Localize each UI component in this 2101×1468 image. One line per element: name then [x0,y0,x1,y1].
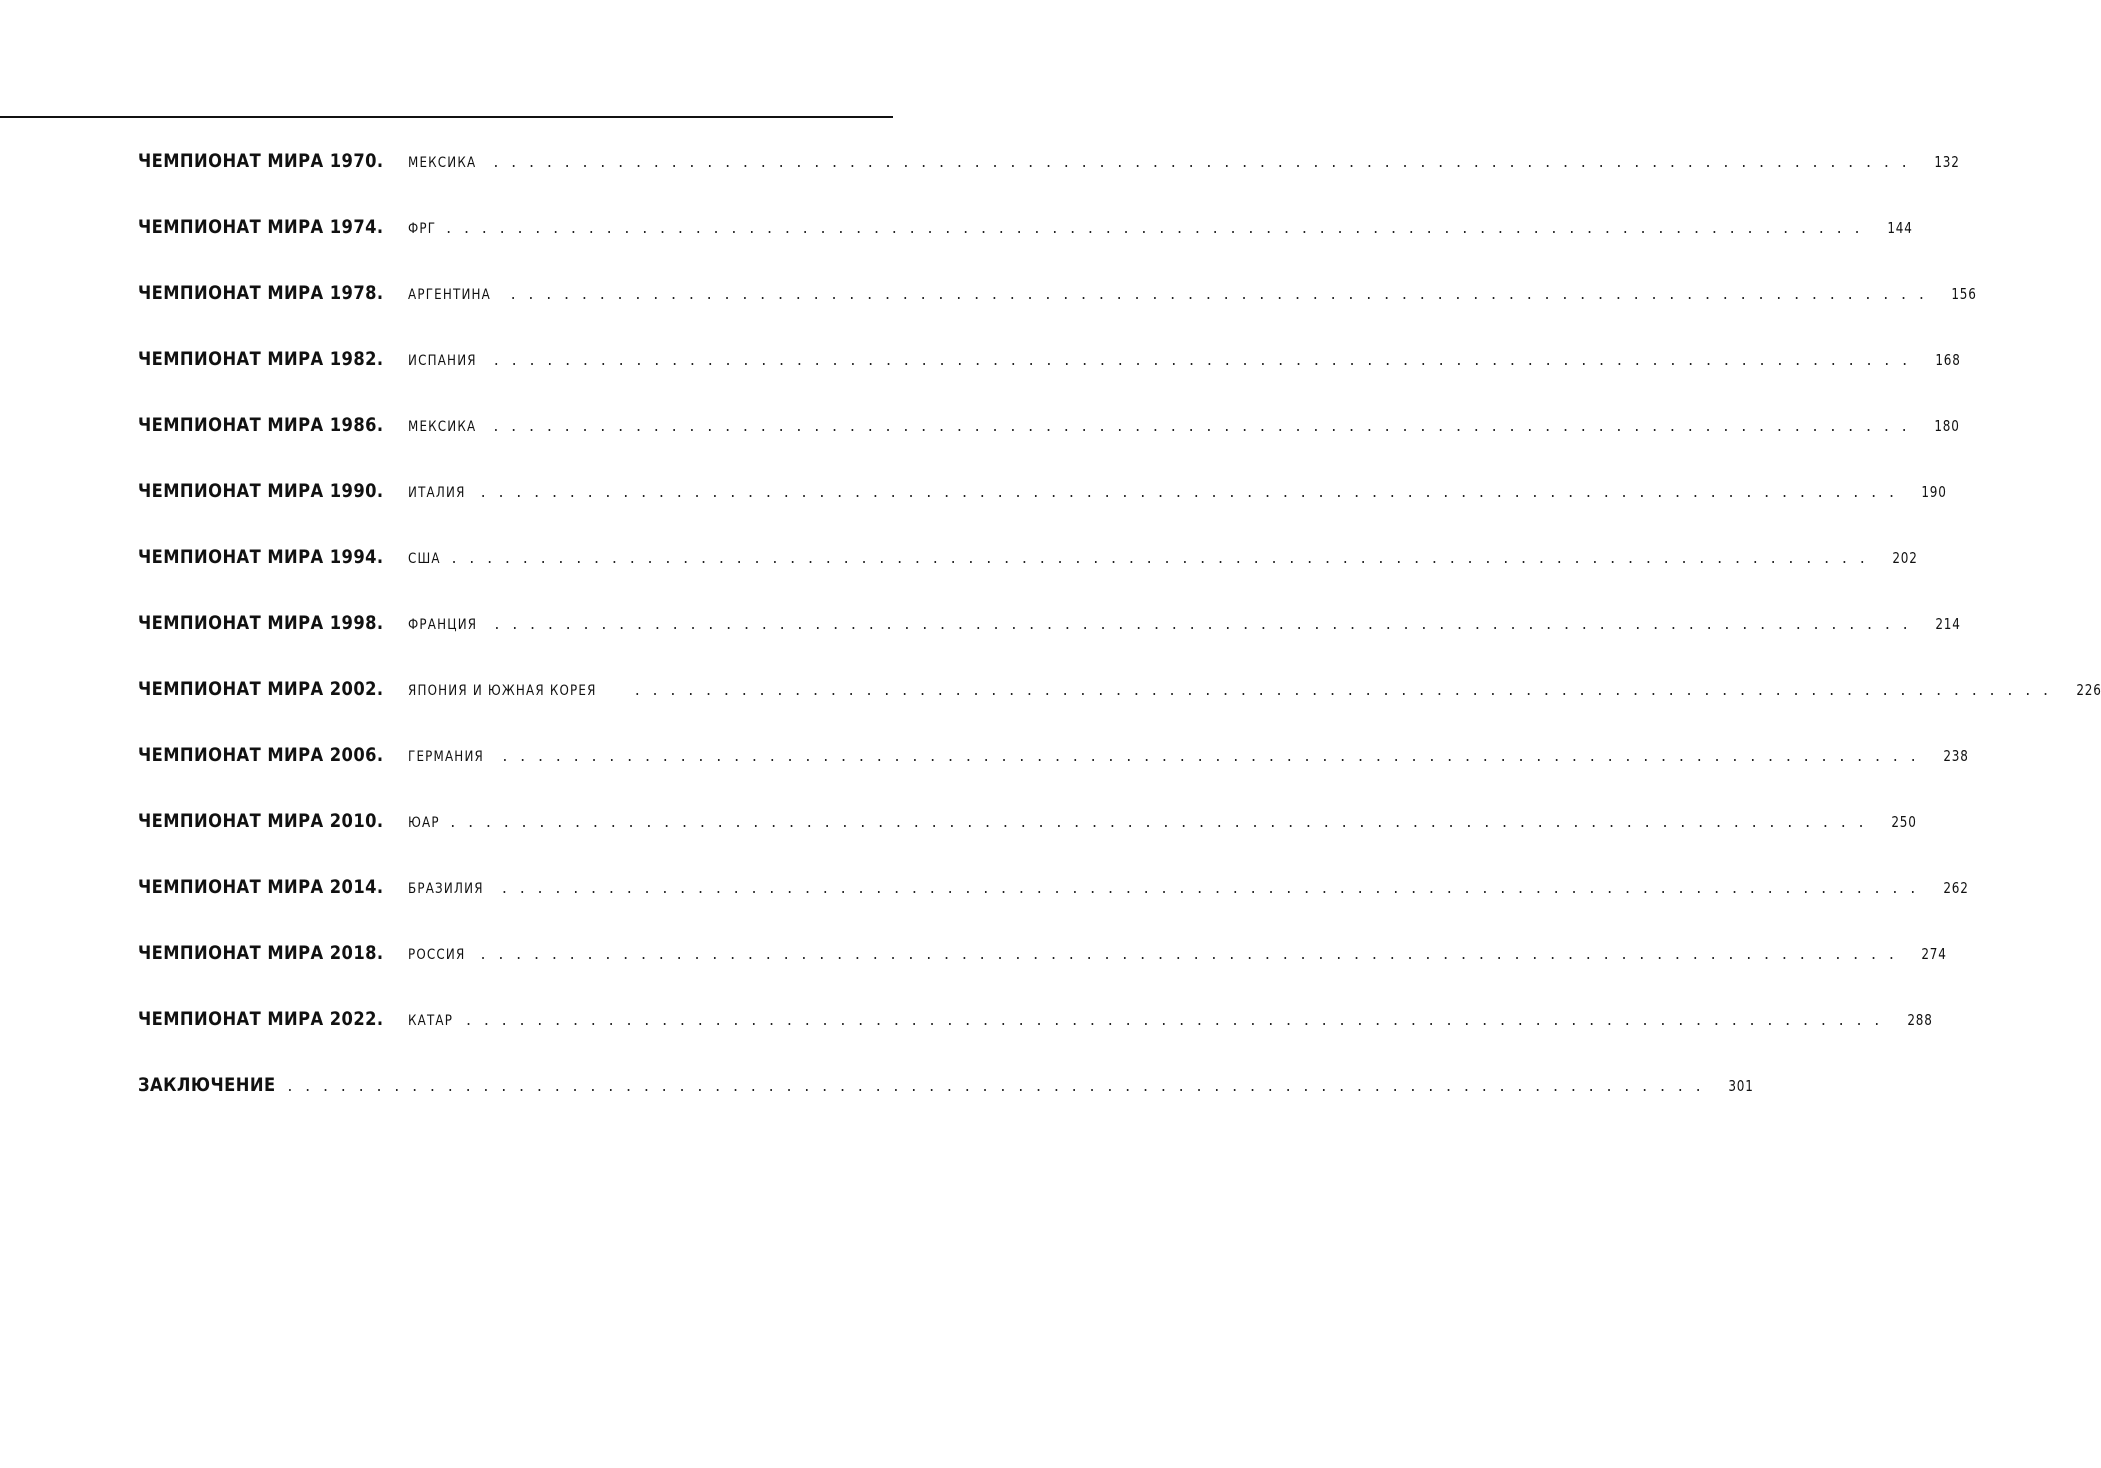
table-of-contents [138,150,2101,1140]
toc-entry-page: 190 [1921,483,1948,501]
toc-entry-title: ЧЕМПИОНАТ МИРА 1982. [138,348,384,370]
dot-leader: ................................................................................ [450,552,1877,567]
dot-leader: ................................................................................ [509,288,1936,303]
toc-entry-subtitle: США [407,551,441,567]
toc-entry-subtitle: КАТАР [407,1013,453,1029]
dot-leader: ................................................................................ [491,420,1919,435]
toc-entry-page: 156 [1951,285,1977,303]
toc-entry-page: 226 [2075,681,2101,699]
toc-entry-page: 301 [1728,1077,1754,1095]
dot-leader: ................................................................................ [448,816,1876,831]
toc-entry-subtitle: БРАЗИЛИЯ [407,881,484,897]
toc-entry-subtitle: ИТАЛИЯ [407,485,466,501]
dot-leader: ................................................................................ [464,1014,1891,1029]
toc-entry-page: 168 [1934,351,1961,369]
toc-entry-subtitle: МЕКСИКА [407,155,476,171]
toc-entry-title: ЧЕМПИОНАТ МИРА 1978. [138,282,384,304]
toc-entry-subtitle: РОССИЯ [407,947,466,963]
toc-entry-subtitle: МЕКСИКА [407,419,476,435]
toc-entry-title: ЧЕМПИОНАТ МИРА 2022. [138,1008,384,1030]
toc-entry-1982[interactable] [138,348,1961,414]
dot-leader: ................................................................................ [479,948,1906,963]
toc-entry-subtitle: ИСПАНИЯ [407,353,477,369]
toc-entry-page: 262 [1943,879,1969,897]
toc-entry-title: ЧЕМПИОНАТ МИРА 2014. [138,876,384,898]
toc-entry-title: ЧЕМПИОНАТ МИРА 2018. [138,942,384,964]
toc-entry-1974[interactable] [138,216,1913,282]
toc-entry-1978[interactable] [138,282,1977,348]
toc-entry-title: ЧЕМПИОНАТ МИРА 2010. [138,810,384,832]
dot-leader: ................................................................................ [500,750,1928,765]
toc-entry-title: ЧЕМПИОНАТ МИРА 2006. [138,744,384,766]
toc-entry-1990[interactable] [138,480,1948,546]
toc-entry-subtitle: АРГЕНТИНА [407,287,491,303]
dot-leader: ................................................................................ [500,882,1927,897]
toc-entry-page: 202 [1892,549,1918,567]
toc-entry-title: ЧЕМПИОНАТ МИРА 1970. [138,150,384,172]
toc-entry-2006[interactable] [138,744,1969,810]
top-rule [0,116,893,118]
toc-entry-subtitle: ЮАР [407,815,440,831]
toc-entry-title: ЧЕМПИОНАТ МИРА 1994. [138,546,384,568]
toc-entry-page: 132 [1934,153,1960,171]
toc-entry-subtitle: ФРАНЦИЯ [407,617,477,633]
toc-entry-2002[interactable] [138,678,2101,744]
toc-entry-1998[interactable] [138,612,1961,678]
toc-entry-page: 238 [1943,747,1969,765]
dot-leader: ................................................................................ [493,618,1920,633]
toc-entry-2010[interactable] [138,810,1917,876]
dot-leader: ................................................................................ [285,1080,1713,1095]
toc-entry-2014[interactable] [138,876,1969,942]
toc-entry-2018[interactable] [138,942,1947,1008]
toc-entry-page: 288 [1907,1011,1933,1029]
toc-entry-subtitle: ФРГ [407,221,436,237]
toc-entry-title: ЧЕМПИОНАТ МИРА 1998. [138,612,384,634]
toc-entry-1986[interactable] [138,414,1960,480]
toc-entry-title: ЧЕМПИОНАТ МИРА 2002. [138,678,384,700]
toc-entry-page: 274 [1921,945,1947,963]
dot-leader: ................................................................................ [479,486,1906,501]
toc-entry-page: 214 [1935,615,1961,633]
toc-entry-subtitle: ГЕРМАНИЯ [407,749,484,765]
toc-entry-page: 250 [1891,813,1917,831]
dot-leader: ................................................................................ [491,156,1919,171]
toc-entry-1994[interactable] [138,546,1918,612]
toc-entry-title: ЧЕМПИОНАТ МИРА 1990. [138,480,384,502]
toc-entry-page: 144 [1887,219,1913,237]
toc-entry-title: ЗАКЛЮЧЕНИЕ [138,1074,276,1096]
toc-entry-page: 180 [1934,417,1960,435]
dot-leader: ................................................................................ [492,354,1919,369]
toc-entry-2022[interactable] [138,1008,1933,1074]
toc-entry-subtitle: ЯПОНИЯ И ЮЖНАЯ КОРЕЯ [407,683,597,699]
toc-entry-title: ЧЕМПИОНАТ МИРА 1986. [138,414,384,436]
toc-entry-title: ЧЕМПИОНАТ МИРА 1974. [138,216,384,238]
toc-entry-1970[interactable] [138,150,1960,216]
dot-leader: ................................................................................ [633,684,2060,699]
toc-entry-conclusion[interactable] [138,1074,1754,1140]
dot-leader: ................................................................................ [444,222,1871,237]
